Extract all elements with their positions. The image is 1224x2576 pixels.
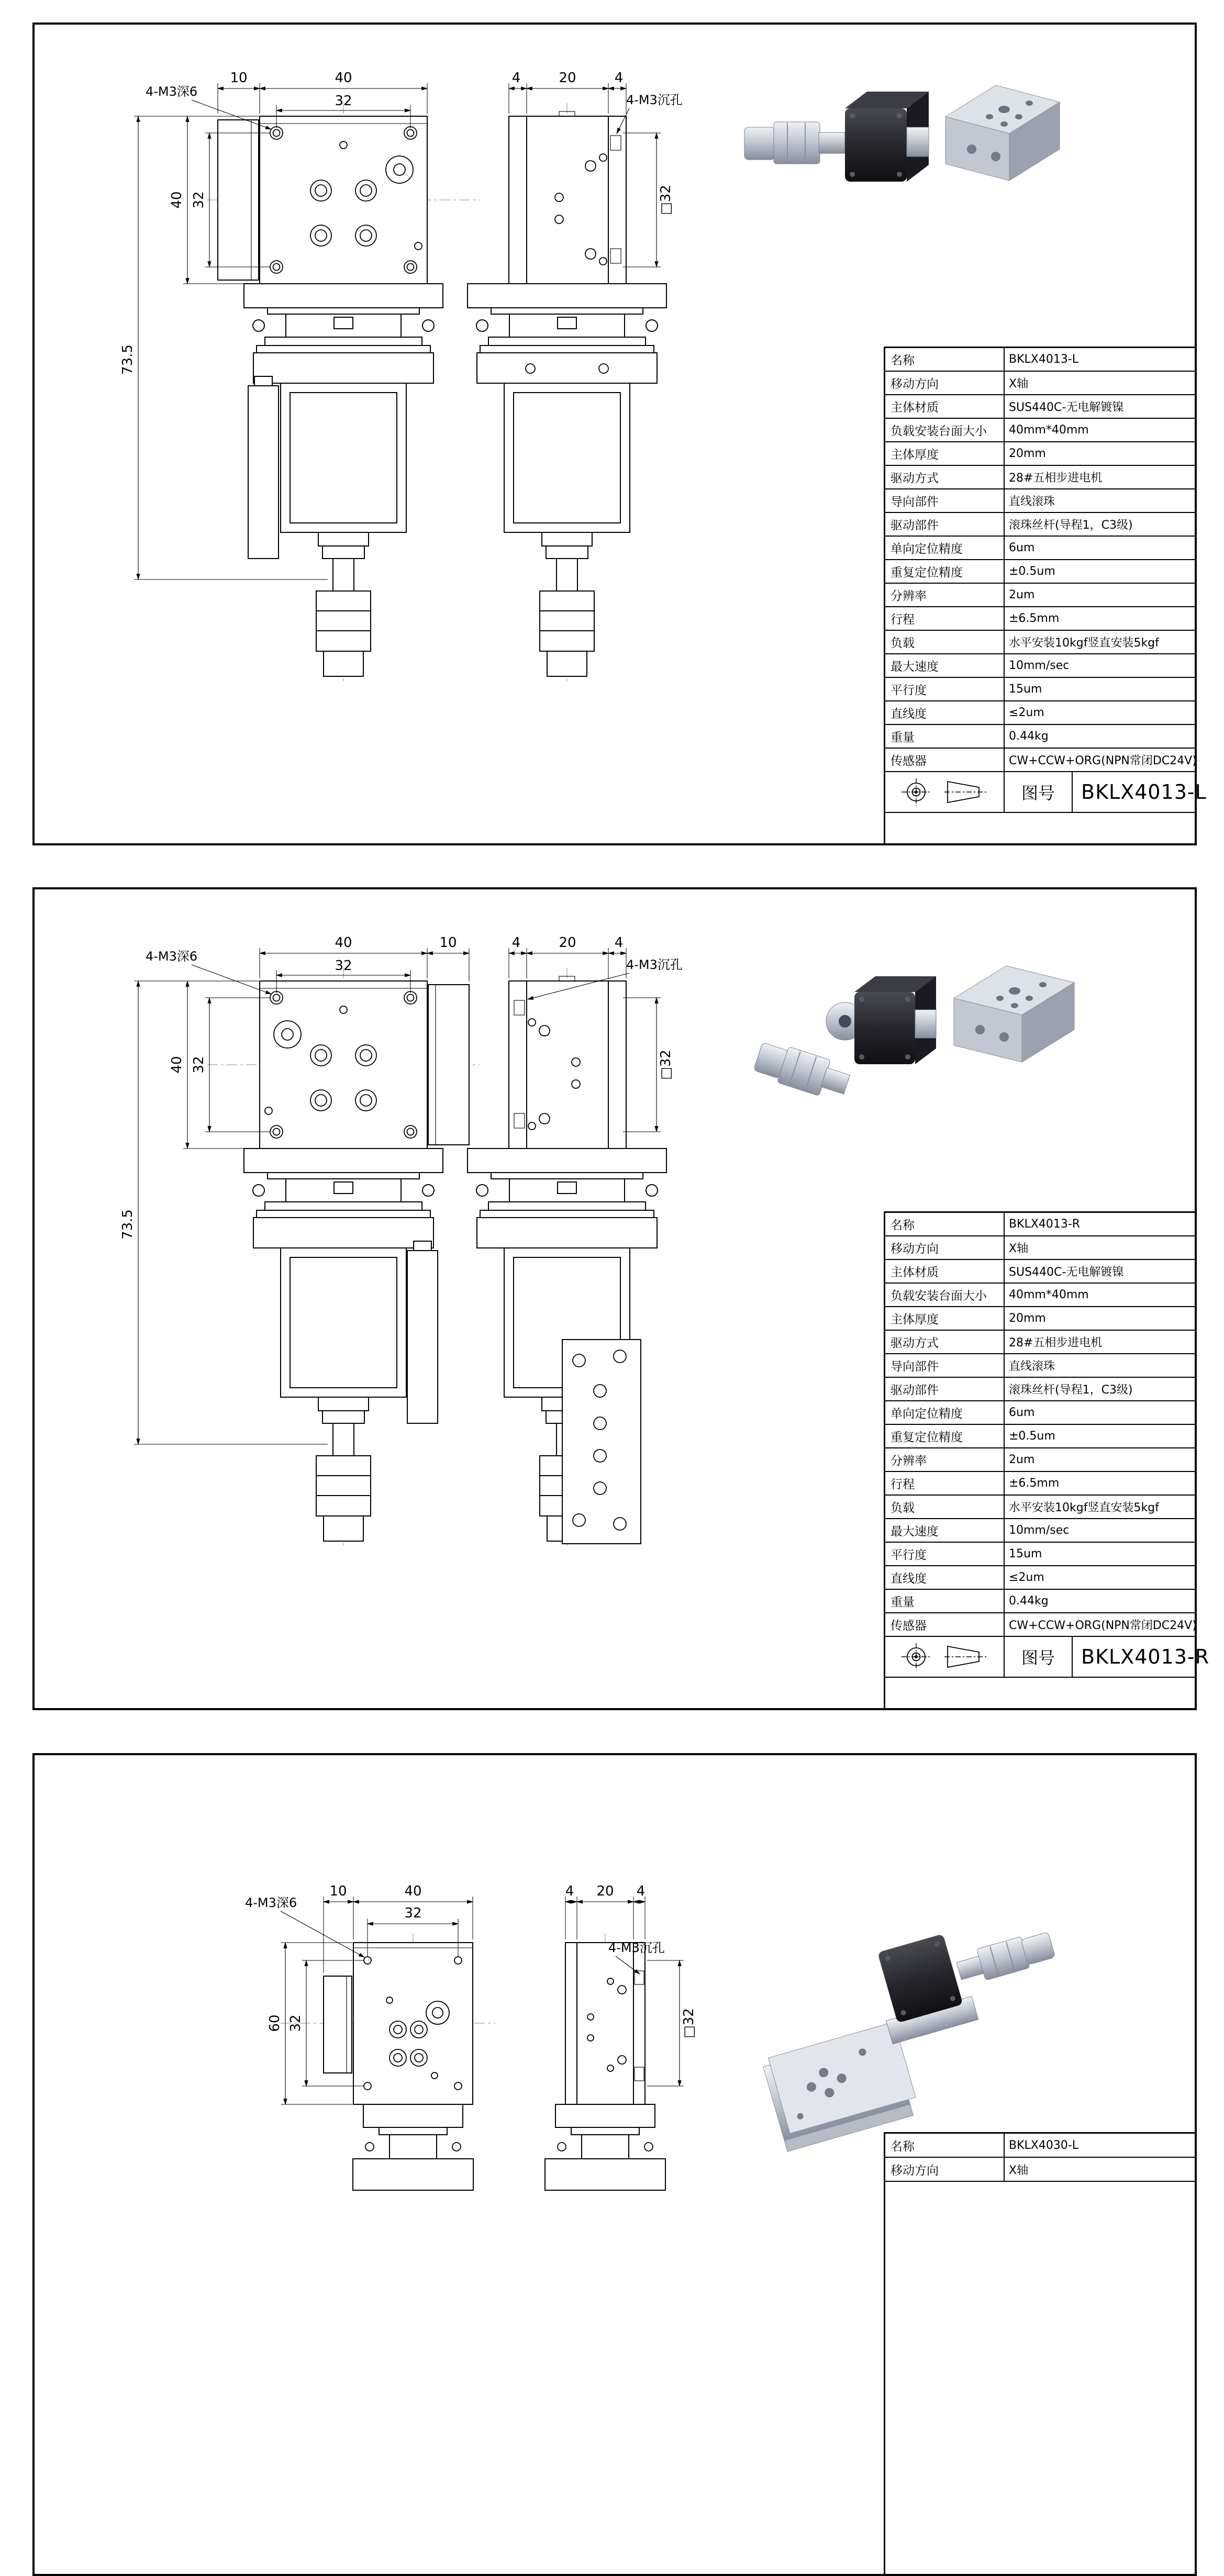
rail <box>428 985 469 1145</box>
side-view <box>468 70 683 676</box>
spec-value: 0.44kg <box>1009 1594 1049 1608</box>
spec-value: BKLX4013-R <box>1009 1218 1081 1231</box>
spec-row <box>885 654 1195 678</box>
spec-label: 平行度 <box>885 678 1005 700</box>
spec-row <box>885 1236 1195 1260</box>
spec-value: 直线滚珠 <box>1009 1360 1055 1373</box>
projection-symbols <box>885 772 1005 812</box>
title-block-extension <box>885 1678 1195 1708</box>
spec-label: 重量 <box>885 1590 1005 1612</box>
spec-label: 移动方向 <box>885 372 1005 394</box>
spec-label: 负载 <box>885 631 1005 653</box>
spec-value: 40mm*40mm <box>1009 1288 1089 1301</box>
spec-value: 水平安装10kgf竖直安装5kgf <box>1009 637 1159 650</box>
spec-value: SUS440C-无电解镀镍 <box>1009 401 1124 414</box>
spec-value: CW+CCW+ORG(NPN常闭DC24V) <box>1009 1619 1197 1632</box>
dim-plate-height: 40 <box>169 1056 185 1074</box>
spec-value: 水平安装10kgf竖直安装5kgf <box>1009 1501 1159 1514</box>
spec-row <box>885 442 1195 466</box>
spec-label: 移动方向 <box>885 2158 1005 2181</box>
taper-symbol-icon <box>944 1641 988 1672</box>
spec-value: ±0.5um <box>1009 565 1055 578</box>
spec-row <box>885 1260 1195 1284</box>
rail <box>324 1976 352 2073</box>
front-view <box>245 1883 473 2190</box>
spec-label: 直线度 <box>885 1566 1005 1589</box>
spec-label: 主体厚度 <box>885 1307 1005 1330</box>
spec-row <box>885 725 1195 749</box>
spec-row <box>885 1284 1195 1307</box>
spec-row <box>885 1448 1195 1472</box>
spec-row <box>885 489 1195 513</box>
spec-row <box>885 419 1195 442</box>
dim-front-thk: 4 <box>511 935 521 951</box>
spec-label: 单向定位精度 <box>885 537 1005 559</box>
spec-value: 6um <box>1009 541 1035 554</box>
dim-back-thk: 4 <box>636 1883 646 1899</box>
spec-row <box>885 607 1195 631</box>
spec-label: 重复定位精度 <box>885 560 1005 583</box>
spec-label: 行程 <box>885 1472 1005 1495</box>
dim-front-thk: 4 <box>511 70 521 86</box>
spec-label: 移动方向 <box>885 1236 1005 1259</box>
sensor-plate <box>407 1251 438 1423</box>
tapped-hole-label: 4-M3深6 <box>146 949 198 964</box>
spec-row <box>885 678 1195 701</box>
dim-front-thk: 4 <box>565 1883 574 1899</box>
spec-label: 最大速度 <box>885 654 1005 677</box>
cbore-label: 4-M3沉孔 <box>626 957 683 972</box>
spec-row <box>885 1566 1195 1590</box>
dim-body-thk: 20 <box>559 935 576 951</box>
dim-rail-width: 10 <box>329 1883 347 1899</box>
spec-row <box>885 1613 1195 1637</box>
drawing-sheet-2 <box>32 887 1210 1710</box>
product-photo <box>752 966 1074 1103</box>
spec-table <box>885 1213 1195 1637</box>
spec-value: 滚珠丝杆(导程1，C3级) <box>1009 1384 1133 1397</box>
spec-label: 名称 <box>885 348 1005 371</box>
front-view <box>120 935 469 1541</box>
cbore-label: 4-M3沉孔 <box>626 93 683 107</box>
spec-row <box>885 749 1195 772</box>
spec-value: ±6.5mm <box>1009 612 1060 625</box>
spec-label: 驱动部件 <box>885 513 1005 536</box>
spec-table <box>885 2134 1195 2182</box>
dim-plate-width: 40 <box>404 1883 422 1899</box>
spec-label: 负载 <box>885 1496 1005 1518</box>
drawing-number-row <box>885 1637 1210 1678</box>
spec-value: ≤2um <box>1009 1571 1044 1584</box>
drawing-no-label: 图号 <box>1005 1637 1073 1677</box>
dim-plate-width: 40 <box>335 70 352 86</box>
spec-value: 15um <box>1009 1547 1042 1560</box>
micrometer-thimble <box>774 122 820 164</box>
spec-row <box>885 395 1195 419</box>
spec-value: 15um <box>1009 683 1042 696</box>
dim-square: □32 <box>681 2008 697 2038</box>
drawing-sheet-3 <box>32 1753 1197 2576</box>
dim-hole-pitch-v: 32 <box>288 2014 304 2032</box>
spec-row <box>885 1401 1195 1425</box>
front-view <box>120 70 443 676</box>
dim-overall-height: 73.5 <box>120 1209 136 1240</box>
rail <box>218 120 259 280</box>
spec-label: 负载安装台面大小 <box>885 419 1005 441</box>
drawing-number-row <box>885 772 1207 813</box>
spec-value: 直线滚珠 <box>1009 495 1055 508</box>
spec-label: 驱动方式 <box>885 1331 1005 1353</box>
dim-square: □32 <box>658 185 674 215</box>
spec-label: 驱动方式 <box>885 466 1005 488</box>
dim-back-thk: 4 <box>614 70 624 86</box>
tapped-hole-label: 4-M3深6 <box>245 1895 297 1910</box>
spec-value: BKLX4030-L <box>1009 2138 1079 2152</box>
spec-value: 0.44kg <box>1009 730 1049 743</box>
spec-row <box>885 1378 1195 1401</box>
spec-row <box>885 537 1195 560</box>
cbore-label: 4-M3沉孔 <box>608 1941 665 1955</box>
spec-row <box>885 348 1195 372</box>
sensor-plate <box>248 386 279 559</box>
spec-value: SUS440C-无电解镀镍 <box>1009 1266 1124 1279</box>
spec-label: 分辨率 <box>885 584 1005 606</box>
product-photo <box>742 1906 1087 2151</box>
spec-row <box>885 1590 1195 1613</box>
spec-row <box>885 1331 1195 1354</box>
spec-value: 滚珠丝杆(导程1，C3级) <box>1009 519 1133 532</box>
dim-rail-width: 10 <box>439 935 457 951</box>
spec-row <box>885 584 1195 607</box>
first-angle-projection-icon <box>900 776 934 808</box>
coupling <box>907 127 929 157</box>
spec-label: 驱动部件 <box>885 1378 1005 1400</box>
micrometer-cap <box>744 127 775 160</box>
spec-label: 行程 <box>885 607 1005 630</box>
spec-row <box>885 1425 1195 1448</box>
spec-label: 导向部件 <box>885 489 1005 512</box>
spec-row <box>885 2158 1195 2182</box>
spec-value: X轴 <box>1009 377 1029 391</box>
spec-row <box>885 1543 1195 1566</box>
spec-row <box>885 513 1195 537</box>
dim-body-thk: 20 <box>559 70 576 86</box>
spec-value: 6um <box>1009 1406 1035 1419</box>
spec-label: 直线度 <box>885 701 1005 724</box>
spec-row <box>885 1472 1195 1496</box>
spec-label: 导向部件 <box>885 1354 1005 1377</box>
spec-row <box>885 1307 1195 1331</box>
spec-value: ≤2um <box>1009 706 1044 719</box>
spec-label: 最大速度 <box>885 1519 1005 1542</box>
spec-label: 传感器 <box>885 1613 1005 1636</box>
spec-value: 28#五相步进电机 <box>1009 1336 1103 1350</box>
spec-label: 单向定位精度 <box>885 1401 1005 1424</box>
micrometer <box>752 1039 853 1103</box>
title-block-2 <box>884 1211 1210 1708</box>
dim-body-thk: 20 <box>596 1883 614 1899</box>
dim-hole-pitch-h: 32 <box>335 958 352 974</box>
dim-rail-width: 10 <box>230 70 248 86</box>
sensor-plate-side <box>562 1340 641 1544</box>
spec-label: 传感器 <box>885 749 1005 771</box>
spec-label: 主体材质 <box>885 395 1005 418</box>
dim-hole-pitch-h: 32 <box>404 1905 422 1921</box>
title-block-extension <box>885 813 1195 843</box>
dim-back-thk: 4 <box>614 935 624 951</box>
spec-value: X轴 <box>1009 2164 1029 2177</box>
spec-row <box>885 631 1195 654</box>
spec-label: 分辨率 <box>885 1448 1005 1471</box>
spec-value: X轴 <box>1009 1242 1029 1255</box>
spec-label: 重量 <box>885 725 1005 748</box>
spec-label: 名称 <box>885 2134 1005 2157</box>
stepper-motor <box>854 992 915 1064</box>
dim-plate-width: 40 <box>335 935 352 951</box>
spec-row <box>885 1496 1195 1519</box>
coupling <box>915 1010 936 1038</box>
spec-label: 主体厚度 <box>885 442 1005 465</box>
product-photo <box>744 85 1060 182</box>
dim-hole-pitch-v: 32 <box>191 1056 207 1074</box>
side-view <box>545 1883 697 2190</box>
spec-value: 20mm <box>1009 447 1046 460</box>
title-block-1 <box>884 347 1207 843</box>
spec-value: 10mm/sec <box>1009 659 1070 672</box>
title-block-3 <box>884 2132 1195 2574</box>
spec-row <box>885 372 1195 395</box>
dim-hole-pitch-h: 32 <box>335 93 352 109</box>
tapped-hole-label: 4-M3深6 <box>146 84 198 99</box>
dim-square: □32 <box>658 1050 674 1080</box>
spec-value: 2um <box>1009 588 1035 601</box>
stepper-motor <box>845 108 907 182</box>
drawing-sheet-1 <box>32 23 1207 845</box>
spec-row <box>885 2134 1195 2158</box>
spec-label: 负载安装台面大小 <box>885 1284 1005 1306</box>
dim-hole-pitch-v: 32 <box>191 191 207 209</box>
drawing-no-label: 图号 <box>1005 772 1073 812</box>
spec-label: 重复定位精度 <box>885 1425 1005 1447</box>
spec-label: 主体材质 <box>885 1260 1005 1283</box>
side-view <box>468 935 683 1544</box>
spec-row <box>885 701 1195 725</box>
spec-value: 40mm*40mm <box>1009 423 1089 437</box>
taper-symbol-icon <box>944 776 988 808</box>
drawing-no-value: BKLX4013-R <box>1081 1645 1210 1668</box>
spec-row <box>885 1519 1195 1543</box>
dim-overall-height: 73.5 <box>120 344 136 375</box>
spec-value: BKLX4013-L <box>1009 353 1079 366</box>
spec-value: 20mm <box>1009 1312 1046 1325</box>
spec-row <box>885 466 1195 489</box>
dim-plate-height: 40 <box>169 191 185 209</box>
dim-plate-height: 60 <box>267 2014 283 2032</box>
spec-value: 10mm/sec <box>1009 1524 1070 1537</box>
spec-label: 平行度 <box>885 1543 1005 1565</box>
spec-row <box>885 560 1195 584</box>
first-angle-projection-icon <box>900 1641 934 1672</box>
drawing-no-value: BKLX4013-L <box>1081 780 1207 804</box>
spec-value: 28#五相步进电机 <box>1009 472 1103 485</box>
spec-value: CW+CCW+ORG(NPN常闭DC24V) <box>1009 754 1197 767</box>
spec-label: 名称 <box>885 1213 1005 1235</box>
spec-value: 2um <box>1009 1453 1035 1466</box>
spec-table <box>885 348 1195 772</box>
spec-row <box>885 1213 1195 1236</box>
spec-value: ±6.5mm <box>1009 1477 1060 1490</box>
projection-symbols <box>885 1637 1005 1677</box>
spec-value: ±0.5um <box>1009 1430 1055 1443</box>
spec-row <box>885 1354 1195 1378</box>
